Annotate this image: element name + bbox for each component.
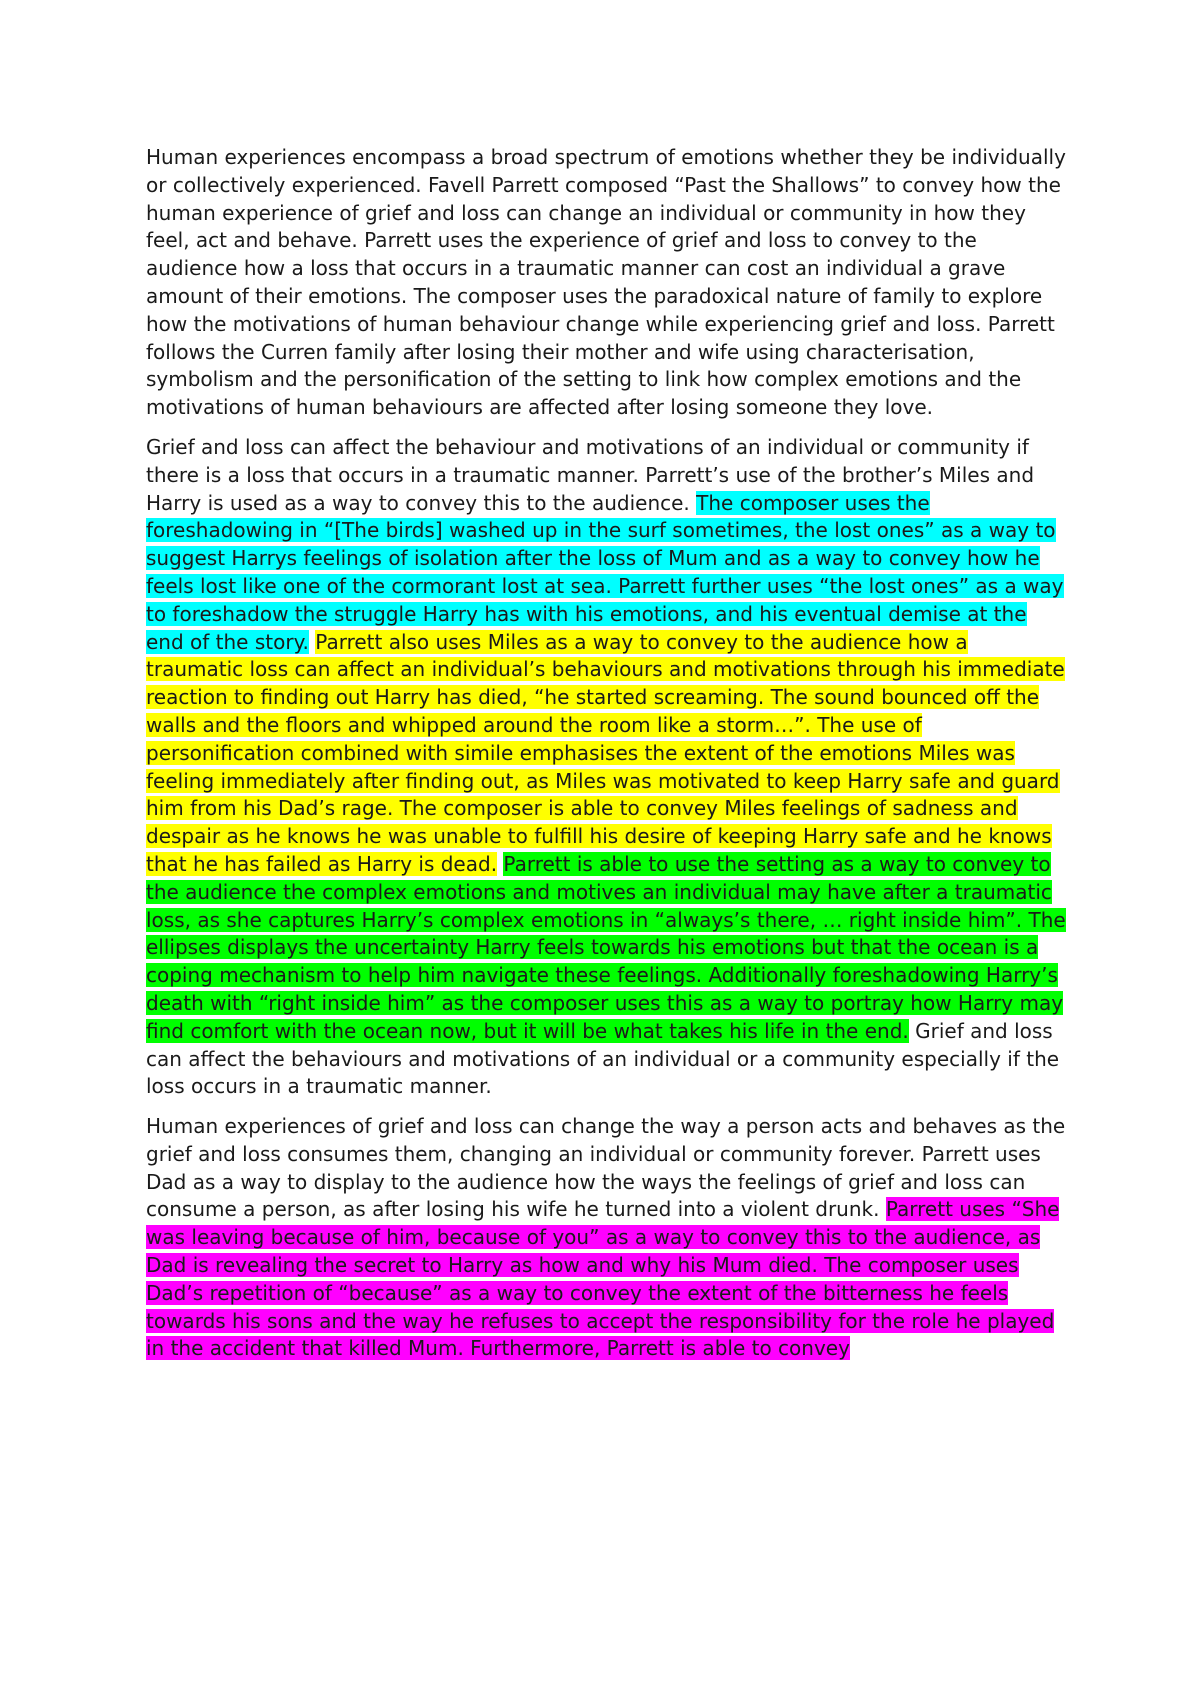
body1-concluding-sentence: Grief and loss can affect the behaviours and motivations of an individual or a community especially if the loss occurs in a traumatic manner. xyxy=(146,1018,1060,1099)
paragraph-body-2 xyxy=(146,1113,1066,1363)
paragraph-introduction xyxy=(146,144,1066,422)
body1-topic-sentence: Grief and loss can affect the behaviour and motivations of an individual or community if there is a loss that occurs in a traumatic manner. Parrett’s use of the brother’s Miles and Harry is used as a way to convey this to the audience. xyxy=(146,434,1035,515)
paragraph-body-1 xyxy=(146,434,1066,1101)
body1-highlight-yellow: Parrett also uses Miles as a way to convey to the audience how a traumatic loss can affect an individual’s behaviours and motivations through his immediate reaction to finding out Harry has died, “he started screaming. The sound bounced off the walls and the floors and whipped around the room like a storm…”. The use of personification combined with simile emphasises the extent of the emotions Miles was feeling immediately after finding out, as Miles was motivated to keep Harry safe and guard him from his Dad’s rage. The composer is able to convey Miles feelings of sadness and despair as he knows he was unable to fulfill his desire of keeping Harry safe and he knows that he has failed as Harry is dead. xyxy=(146,629,1065,876)
body2-highlight-magenta: Parrett uses “She was leaving because of him, because of you” as a way to convey this to the audience, as Dad is revealing the secret to Harry as how and why his Mum died. The composer uses Dad’s repetition of “because” as a way to convey the extent of the bitterness he feels towards his sons and the way he refuses to accept the responsibility for the role he played in the accident that killed Mum. Furthermore, Parrett is able to convey xyxy=(146,1197,1060,1361)
document-page xyxy=(146,144,1066,1375)
body2-topic-sentence: Human experiences of grief and loss can change the way a person acts and behaves as the grief and loss consumes them, changing an individual or community forever. Parrett uses Dad as a way to display to the audience how the ways the feelings of grief and loss can consume a person, as after losing his wife he turned into a violent drunk. xyxy=(146,1114,1066,1222)
body1-highlight-cyan: The composer uses the foreshadowing in “[The birds] washed up in the surf sometimes, the lost ones” as a way to suggest Harrys feelings of isolation after the loss of Mum and as a way to convey how he feels lost like one of the cormorant lost at sea. Parrett further uses “the lost ones” as a way to foreshadow the struggle Harry has with his emotions, and his eventual demise at the end of the story. xyxy=(146,490,1064,654)
intro-text: Human experiences encompass a broad spectrum of emotions whether they be individually or collectively experienced. Favell Parrett composed “Past the Shallows” to convey how the human experience of grief and loss can change an individual or community in how they feel, act and behave. Parrett uses the experience of grief and loss to convey to the audience how a loss that occurs in a traumatic manner can cost an individual a grave amount of their emotions. The composer uses the paradoxical nature of family to explore how the motivations of human behaviour change while experiencing grief and loss. Parrett follows the Curren family after losing their mother and wife using characterisation, symbolism and the personification of the setting to link how complex emotions and the motivations of human behaviours are affected after losing someone they love. xyxy=(146,145,1066,420)
body1-highlight-green: Parrett is able to use the setting as a way to convey to the audience the complex emotions and motives an individual may have after a traumatic loss, as she captures Harry’s complex emotions in “always’s there, … right inside him”. The ellipses displays the uncertainty Harry feels towards his emotions but that the ocean is a coping mechanism to help him navigate these feelings. Additionally foreshadowing Harry’s death with “right inside him” as the composer uses this as a way to portray how Harry may find comfort with the ocean now, but it will be what takes his life in the end. xyxy=(146,851,1066,1043)
